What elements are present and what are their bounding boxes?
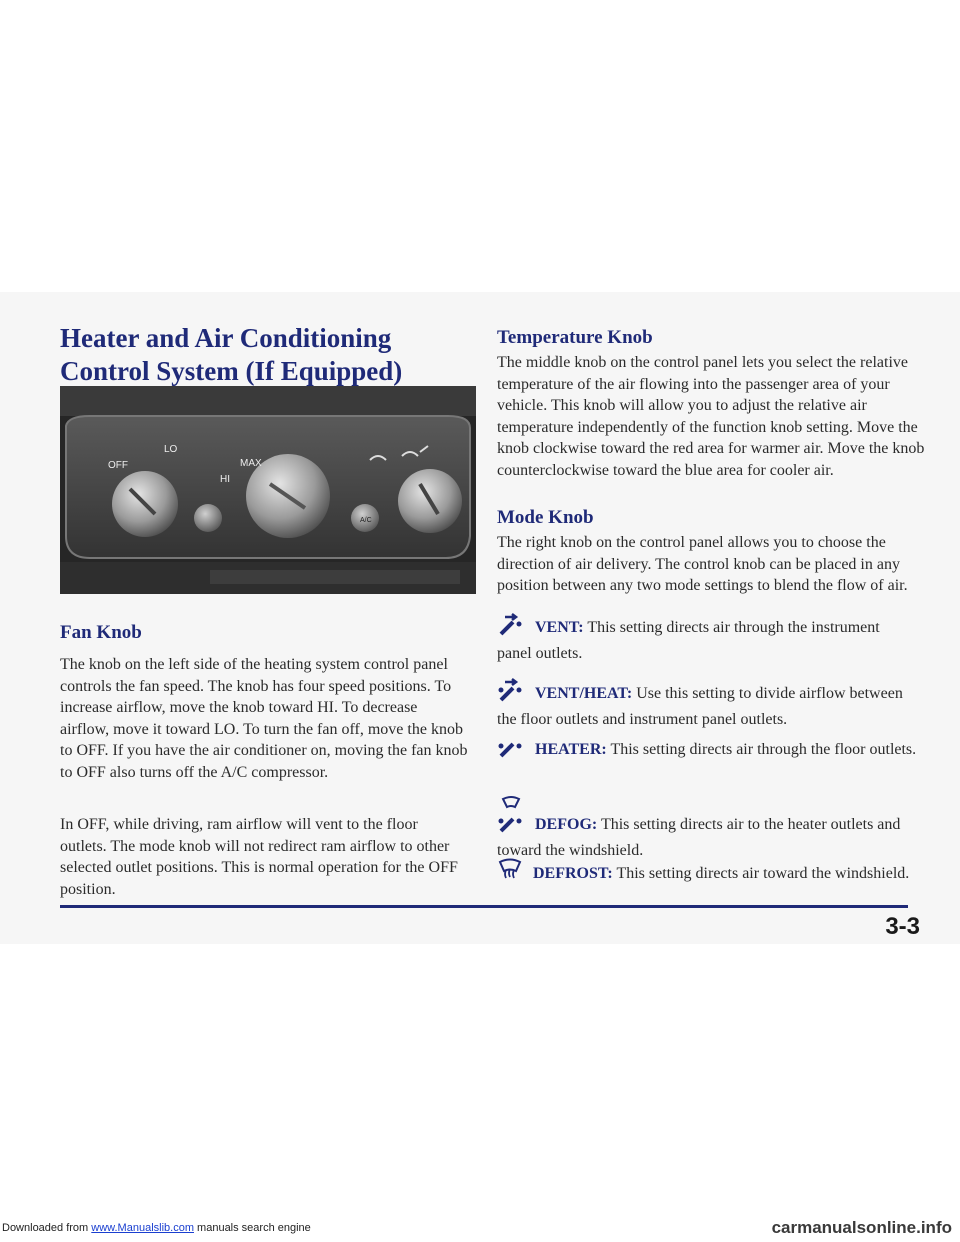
download-footer [2, 1222, 311, 1234]
defrost-text: This setting directs air toward the windshield. [616, 865, 910, 882]
footer-prefix: Downloaded from [2, 1222, 89, 1234]
defrost-label: DEFROST: [533, 865, 613, 882]
defog-setting [497, 795, 917, 861]
defog-icon [497, 795, 525, 840]
mode-knob-paragraph: The right knob on the control panel allows you to choose the direction of air delivery. The control knob can be placed in any position between any two mode settings to blend the flow of air. [497, 534, 908, 595]
heater-icon [497, 736, 525, 765]
vent-heat-label: VENT/HEAT: [535, 685, 633, 702]
defrost-icon [497, 858, 523, 889]
manualslib-link[interactable]: www.Manualslib.com [91, 1222, 194, 1234]
vent-text: This setting directs air through the instrument panel outlets. [497, 619, 880, 662]
off-label: OFF [108, 460, 128, 471]
mode-knob-heading: Mode Knob [497, 507, 594, 528]
recirc-button [194, 504, 222, 532]
ac-label: A/C [360, 517, 372, 524]
vent-setting [497, 612, 917, 664]
control-panel-illustration [60, 386, 476, 594]
defrost-setting [497, 858, 917, 889]
page-rule [60, 905, 908, 908]
defog-label: DEFOG: [535, 816, 598, 833]
fan-knob-paragraph-2: In OFF, while driving, ram airflow will vent to the floor outlets. The mode knob will not redirect ram airflow to other selected outlet positions. This is normal operation for the OFF position. [60, 816, 458, 898]
page-number: 3-3 [885, 913, 920, 940]
control-panel-photo [60, 386, 476, 594]
heater-setting [497, 736, 917, 765]
vent-label: VENT: [535, 619, 584, 636]
temperature-knob-heading: Temperature Knob [497, 327, 653, 348]
heater-text: This setting directs air through the floor outlets. [610, 741, 917, 758]
fan-knob-paragraph-1: The knob on the left side of the heating system control panel controls the fan speed. The knob has four speed positions. To increase airflow, move the knob toward HI. To decrease airflow, move it toward LO. To turn the fan off, move the knob to OFF. If you have the air conditioner on, moving the fan knob to OFF also turns off the A/C compressor. [60, 656, 468, 781]
temperature-knob-paragraph: The middle knob on the control panel lets you select the relative temperature of the air flowing into the passenger area of your vehicle. This knob will allow you to adjust the relative air temperature independently of the function knob setting. Move the knob clockwise toward the red area for warmer air. Move the knob counterclockwise toward the blue area for cooler air. [497, 354, 925, 479]
vent-heat-text: Use this setting to divide airflow between the floor outlets and instrument panel outlets. [497, 685, 903, 728]
max-label: MAX [240, 458, 262, 469]
vent-heat-setting [497, 676, 917, 730]
defog-text: This setting directs air to the heater outlets and toward the windshield. [497, 816, 901, 859]
vent-heat-icon [497, 676, 525, 709]
watermark: carmanualsonline.info [771, 1218, 952, 1237]
footer-suffix: manuals search engine [197, 1222, 311, 1234]
page-title: Heater and Air Conditioning Control System (If Equipped) [60, 323, 403, 386]
lo-label: LO [164, 444, 178, 455]
fan-knob-heading: Fan Knob [60, 622, 142, 643]
hi-label: HI [220, 474, 230, 485]
vent-icon [497, 612, 525, 643]
heater-label: HEATER: [535, 741, 607, 758]
